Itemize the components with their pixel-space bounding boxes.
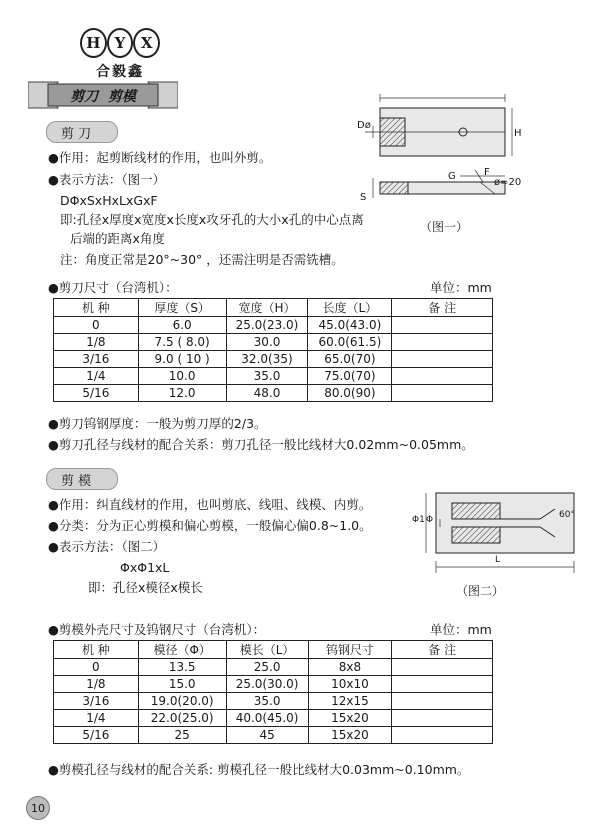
die-hole-note: ●剪模孔径与线材的配合关系: 剪模孔径一般比线材大0.03mm~0.10mm。 <box>48 762 470 777</box>
table-cell <box>392 676 493 693</box>
col-header-carbide-size: 钨钢尺寸 <box>308 641 392 659</box>
section-heading-die <box>46 468 118 490</box>
logo-name: 合毅鑫 <box>96 64 144 80</box>
table-cell: 30.0 <box>226 334 308 351</box>
table-cell: 5/16 <box>54 727 139 744</box>
table-cell: 19.0(20.0) <box>138 693 226 710</box>
knife-formula: DΦxSxHxLxGxF <box>60 193 158 208</box>
table-cell: 7.5 ( 8.0) <box>138 334 226 351</box>
die-notation-line: ●表示方法：（图二） <box>48 539 166 554</box>
table-cell: 12x15 <box>308 693 392 710</box>
knife-angle-note: 注：角度正常是20°~30° ，还需注明是否需铣槽。 <box>60 252 344 267</box>
col-header-thickness: 厚度（S） <box>138 299 226 317</box>
die-diagram <box>420 485 590 580</box>
table-cell: 25.0(23.0) <box>226 317 308 334</box>
die-size-table <box>53 640 493 744</box>
logo-letter-h: H <box>80 28 107 58</box>
die-table-title: ●剪模外壳尺寸及钨钢尺寸（台湾机）： <box>48 622 266 637</box>
col-header-width: 宽度（H） <box>226 299 308 317</box>
table-row <box>54 693 493 710</box>
knife-carbide-note: ●剪刀钨钢厚度：一般为剪刀厚的2/3。 <box>48 416 267 431</box>
table-cell: 1/8 <box>54 676 139 693</box>
table-cell: 13.5 <box>138 659 226 676</box>
table-cell: 1/4 <box>54 710 139 727</box>
table-row <box>54 317 493 334</box>
table-row <box>54 676 493 693</box>
knife-diagram-label-h: H <box>514 128 522 139</box>
knife-diagram-label-s: S <box>360 192 367 203</box>
die-function-line: ●作用：纠直线材的作用，也叫剪底、线咀、线模、内剪。 <box>48 497 372 512</box>
table-cell <box>392 334 493 351</box>
logo-letter-x: X <box>133 28 160 58</box>
table-cell: 3/16 <box>54 693 139 710</box>
table-cell: 45 <box>226 727 308 744</box>
table-cell: 0 <box>54 317 139 334</box>
table-cell: 22.0(25.0) <box>138 710 226 727</box>
table-cell: 45.0(43.0) <box>308 317 392 334</box>
knife-hole-note: ●剪刀孔径与线材的配合关系：剪刀孔径一般比线材大0.02mm~0.05mm。 <box>48 437 474 452</box>
table-row <box>54 710 493 727</box>
page-number <box>26 796 50 820</box>
table-cell: 32.0(35) <box>226 351 308 368</box>
col-header-model: 机 种 <box>54 641 139 659</box>
table-cell: 25.0 <box>226 659 308 676</box>
table-cell: 35.0 <box>226 368 308 385</box>
col-header-die-length: 模长（L） <box>226 641 308 659</box>
table-cell: 15.0 <box>138 676 226 693</box>
table-cell: 75.0(70) <box>308 368 392 385</box>
table-cell <box>392 385 493 402</box>
table-row <box>54 351 493 368</box>
page-number-text: 10 <box>31 801 45 815</box>
table-cell: 25 <box>138 727 226 744</box>
banner-title: 剪刀 剪模 <box>70 89 136 105</box>
table-cell <box>392 368 493 385</box>
table-cell: 40.0(45.0) <box>226 710 308 727</box>
col-header-length: 长度（L） <box>308 299 392 317</box>
knife-diagram-label-d: Dø <box>357 120 371 131</box>
table-cell: 5/16 <box>54 385 139 402</box>
table-cell: 60.0(61.5) <box>308 334 392 351</box>
table-row <box>54 385 493 402</box>
section-heading-knife <box>46 121 118 143</box>
table-cell: 10x10 <box>308 676 392 693</box>
table-cell: 1/4 <box>54 368 139 385</box>
die-diagram-label-phi1: Φ1 <box>412 515 425 525</box>
table-header-row <box>54 641 493 659</box>
table-cell: 3/16 <box>54 351 139 368</box>
die-table-unit: 单位：mm <box>430 622 492 637</box>
table-cell <box>392 693 493 710</box>
table-cell: 1/8 <box>54 334 139 351</box>
die-diagram-label-phi: Φ <box>426 515 434 525</box>
knife-notation-line: ●表示方法：（图一） <box>48 172 166 187</box>
die-formula: ΦxΦ1xL <box>120 560 170 575</box>
table-cell: 65.0(70) <box>308 351 392 368</box>
table-cell: 48.0 <box>226 385 308 402</box>
table-cell: 80.0(90) <box>308 385 392 402</box>
knife-explain-line2: 后端的距离x角度 <box>70 231 165 246</box>
table-row <box>54 368 493 385</box>
knife-diagram-label-g: G <box>448 171 456 182</box>
logo-letter-y: Y <box>107 28 134 58</box>
table-header-row <box>54 299 493 317</box>
knife-diagram-label-f: F <box>484 167 490 178</box>
knife-figure-caption: （图一） <box>420 220 469 234</box>
table-row <box>54 727 493 744</box>
table-cell <box>392 659 493 676</box>
col-header-model: 机 种 <box>54 299 139 317</box>
die-diagram-label-angle: 60° <box>559 510 575 520</box>
table-cell: 6.0 <box>138 317 226 334</box>
table-cell: 15x20 <box>308 710 392 727</box>
die-category-line: ●分类：分为正心剪模和偏心剪模，一般偏心偏0.8~1.0。 <box>48 518 372 533</box>
table-cell <box>392 351 493 368</box>
die-explain-line: 即：孔径x模径x模长 <box>88 580 203 595</box>
die-diagram-label-l: L <box>495 555 501 565</box>
table-cell: 25.0(30.0) <box>226 676 308 693</box>
knife-table-title: ●剪刀尺寸（台湾机）： <box>48 280 178 295</box>
table-cell: 35.0 <box>226 693 308 710</box>
table-cell <box>392 727 493 744</box>
col-header-die-diameter: 模径（Φ） <box>138 641 226 659</box>
table-cell: 8x8 <box>308 659 392 676</box>
knife-diagram-label-angle: ø=20 <box>494 177 522 188</box>
section-heading-knife-label: 剪 刀 <box>61 126 92 142</box>
table-cell: 10.0 <box>138 368 226 385</box>
section-heading-die-label: 剪 模 <box>61 473 92 489</box>
table-row <box>54 659 493 676</box>
table-row <box>54 334 493 351</box>
knife-size-table <box>53 298 493 402</box>
knife-function-line: ●作用：起剪断线材的作用，也叫外剪。 <box>48 150 272 165</box>
logo <box>80 28 160 81</box>
knife-explain-line1: 即:孔径x厚度x宽度x长度x攻牙孔的大小x孔的中心点离 <box>60 212 364 227</box>
die-figure-caption: （图二） <box>456 584 505 598</box>
table-cell <box>392 710 493 727</box>
col-header-remarks: 备 注 <box>392 641 493 659</box>
col-header-remarks: 备 注 <box>392 299 493 317</box>
table-cell: 15x20 <box>308 727 392 744</box>
knife-table-unit: 单位：mm <box>430 280 492 295</box>
table-cell: 0 <box>54 659 139 676</box>
table-cell <box>392 317 493 334</box>
table-cell: 12.0 <box>138 385 226 402</box>
table-cell: 9.0 ( 10 ) <box>138 351 226 368</box>
